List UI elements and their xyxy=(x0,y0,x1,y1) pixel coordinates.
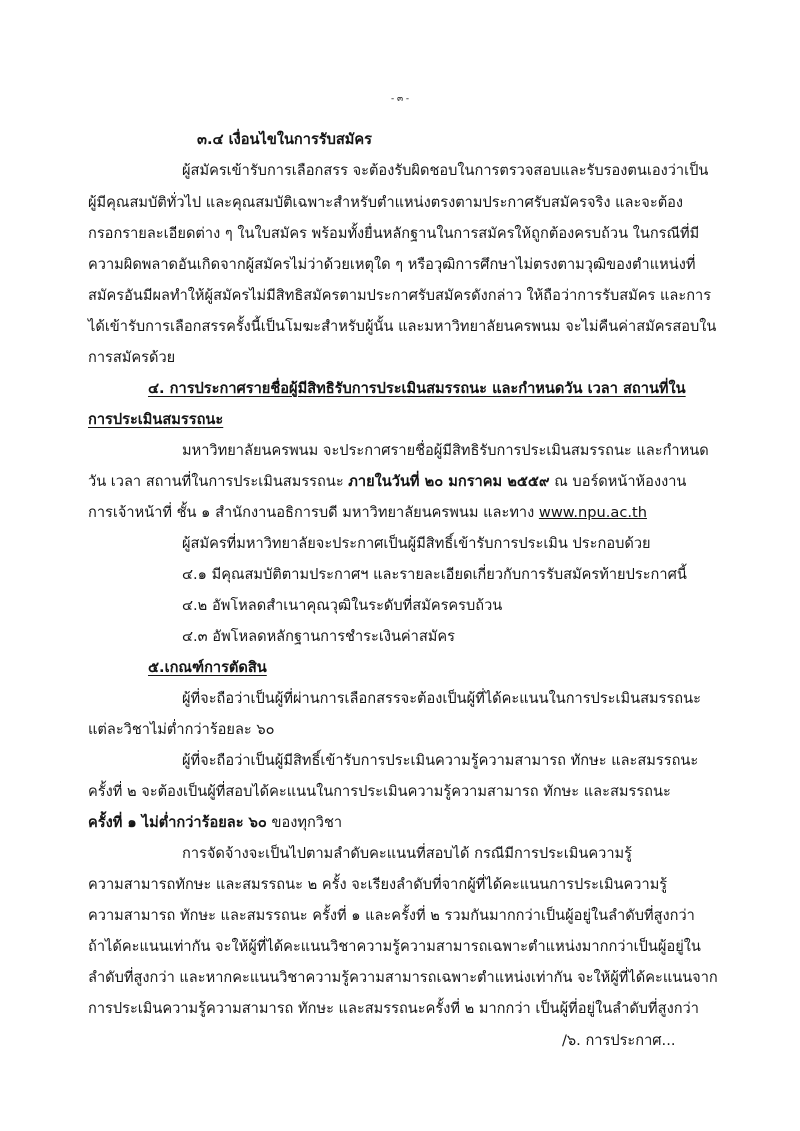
section-3-4-line: การสมัครด้วย xyxy=(88,349,176,366)
section-4-heading-cont: การประเมินสมรรถนะ xyxy=(88,411,224,428)
section-3-4-line: ผู้มีคุณสมบัติทั่วไป และคุณสมบัติเฉพาะสำหรับตำแหน่งตรงตามประกาศรับสมัครจริง และจะต้อง xyxy=(88,194,684,211)
section-5-para-line: การจัดจ้างจะเป็นไปตามลำดับคะแนนที่สอบได้ กรณีมีการประเมินความรู้ xyxy=(182,845,632,862)
section-5-para-line: ผู้ที่จะถือว่าเป็นผู้ที่ผ่านการเลือกสรรจะต้องเป็นผู้ที่ได้คะแนนในการประเมินสมรรถนะ xyxy=(182,690,701,707)
section-5-para-line: แต่ละวิชาไม่ต่ำกว่าร้อยละ ๖๐ xyxy=(88,721,275,738)
section-3-4-line: ความผิดพลาดอันเกิดจากผู้สมัครไม่ว่าด้วยเหตุใด ๆ หรือวุฒิการศึกษาไม่ตรงตามวุฒิของตำแหน่งที่ xyxy=(88,256,696,273)
section-3-4-line: กรอกรายละเอียดต่าง ๆ ในใบสมัคร พร้อมทั้งยื่นหลักฐานในการสมัครให้ถูกต้องครบถ้วน ในกรณีที่มี xyxy=(88,225,700,242)
continuation-note: /๖. การประกาศ... xyxy=(562,1032,676,1049)
section-4-para-line xyxy=(88,471,686,493)
section-3-4-heading: ๓.๔ เงื่อนไขในการรับสมัคร xyxy=(197,131,373,148)
minimum-score: ครั้งที่ ๑ ไม่ต่ำกว่าร้อยละ ๖๐ xyxy=(88,814,267,831)
section-4-para-line xyxy=(88,502,647,524)
section-5-para-line: การประเมินความรู้ความสามารถ ทักษะ และสมรรถนะครั้งที่ ๒ มากกว่า เป็นผู้ที่อยู่ในลำดับที่สูงกว่า xyxy=(88,1000,699,1017)
section-5-para-line: ครั้งที่ ๒ จะต้องเป็นผู้ที่สอบได้คะแนนในการประเมินความรู้ความสามารถ ทักษะ และสมรรถนะ xyxy=(88,783,671,800)
section-5-para-line xyxy=(88,812,342,834)
section-3-4-line: ได้เข้ารับการเลือกสรรครั้งนี้เป็นโมฆะสำหรับผู้นั้น และมหาวิทยาลัยนครพนม จะไม่คืนค่าสมัครสอบใน xyxy=(88,318,717,335)
section-4-item: ๔.๓ อัพโหลดหลักฐานการชำระเงินค่าสมัคร xyxy=(182,628,456,645)
section-5-para-line: ผู้ที่จะถือว่าเป็นผู้มีสิทธิ์เข้ารับการประเมินความรู้ความสามารถ ทักษะ และสมรรถนะ xyxy=(182,752,699,769)
section-3-4-line: ผู้สมัครเข้ารับการเลือกสรร จะต้องรับผิดชอบในการตรวจสอบและรับรองตนเองว่าเป็น xyxy=(182,162,709,179)
text-segment: การเจ้าหน้าที่ ชั้น ๑ สำนักงานอธิการบดี มหาวิทยาลัยนครพนม และทาง xyxy=(88,504,539,521)
section-4-item: ๔.๒ อัพโหลดสำเนาคุณวุฒิในระดับที่สมัครครบถ้วน xyxy=(182,597,503,614)
section-4-para-line: มหาวิทยาลัยนครพนม จะประกาศรายชื่อผู้มีสิทธิรับการประเมินสมรรถนะ และกำหนด xyxy=(182,442,709,459)
section-5-para-line: ความสามารถทักษะ และสมรรถนะ ๒ ครั้ง จะเรียงลำดับที่จากผู้ที่ได้คะแนนการประเมินความรู้ xyxy=(88,876,668,893)
section-4-para2: ผู้สมัครที่มหาวิทยาลัยจะประกาศเป็นผู้มีสิทธิ์เข้ารับการประเมิน ประกอบด้วย xyxy=(182,535,651,552)
section-5-para-line: ลำดับที่สูงกว่า และหากคะแนนวิชาความรู้ความสามารถเฉพาะตำแหน่งเท่ากัน จะให้ผู้ที่ได้คะแนนจาก xyxy=(88,969,718,986)
deadline-date: ภายในวันที่ ๒๐ มกราคม ๒๕๕๙ xyxy=(348,473,550,490)
section-4-item: ๔.๑ มีคุณสมบัติตามประกาศฯ และรายละเอียดเกี่ยวกับการรับสมัครท้ายประกาศนี้ xyxy=(182,566,687,583)
section-5-para-line: ความสามารถ ทักษะ และสมรรถนะ ครั้งที่ ๑ และครั้งที่ ๒ รวมกันมากกว่าเป็นผู้อยู่ในลำดับที่สูงกว่า xyxy=(88,907,695,924)
section-3-4-line: สมัครอันมีผลทำให้ผู้สมัครไม่มีสิทธิสมัครตามประกาศรับสมัครดังกล่าว ให้ถือว่าการรับสมัคร และการ xyxy=(88,287,712,304)
text-segment: วัน เวลา สถานที่ในการประเมินสมรรถนะ xyxy=(88,473,349,490)
text-segment: ณ บอร์ดหน้าห้องงาน xyxy=(549,473,687,490)
section-5-para-line: ถ้าได้คะแนนเท่ากัน จะให้ผู้ที่ได้คะแนนวิชาความรู้ความสามารถเฉพาะตำแหน่งมากกว่าเป็นผู้อยู่ใน xyxy=(88,938,701,955)
website-link[interactable]: www.npu.ac.th xyxy=(538,504,647,521)
section-5-heading: ๕.เกณฑ์การตัดสิน xyxy=(148,659,267,676)
page-number: - ๓ - xyxy=(390,94,410,104)
text-segment: ของทุกวิชา xyxy=(266,814,343,831)
section-4-heading: ๔. การประกาศรายชื่อผู้มีสิทธิรับการประเมินสมรรถนะ และกำหนดวัน เวลา สถานที่ใน xyxy=(148,380,686,397)
